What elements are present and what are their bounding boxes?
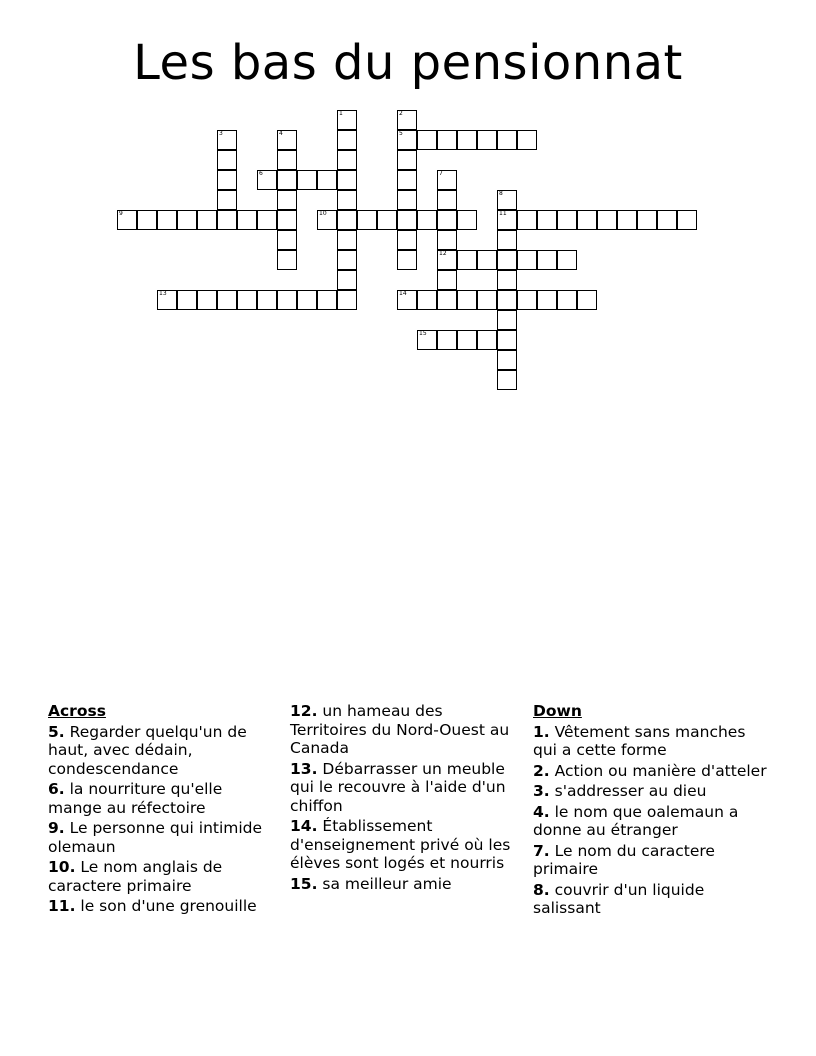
across-clues-column-1: [48, 702, 278, 918]
cell-number: 7: [439, 170, 443, 177]
grid-cell[interactable]: [557, 290, 577, 310]
grid-cell[interactable]: [497, 350, 517, 370]
grid-cell[interactable]: [337, 290, 357, 310]
grid-cell[interactable]: [277, 230, 297, 250]
grid-cell[interactable]: [217, 170, 237, 190]
clue-text: Le nom du caractere primaire: [533, 841, 715, 878]
grid-cell[interactable]: [517, 250, 537, 270]
grid-cell[interactable]: [677, 210, 697, 230]
grid-cell[interactable]: [437, 270, 457, 290]
clue-text: Le personne qui intimide olemaun: [48, 819, 263, 856]
grid-cell[interactable]: [177, 290, 197, 310]
clue-text: le son d'une grenouille: [80, 897, 257, 915]
grid-cell[interactable]: [337, 150, 357, 170]
grid-cell[interactable]: [257, 210, 277, 230]
clue-number: 7.: [533, 841, 550, 860]
clue-text: la nourriture qu'elle mange au réfectoire: [48, 780, 223, 817]
grid-cell[interactable]: [277, 250, 297, 270]
clue-text: Regarder quelqu'un de haut, avec dédain, condescendance: [48, 722, 247, 778]
grid-cell[interactable]: [517, 130, 537, 150]
grid-cell[interactable]: [577, 290, 597, 310]
clue-number: 1.: [533, 722, 550, 741]
grid-cell[interactable]: [337, 270, 357, 290]
cell-number: 13: [159, 290, 167, 297]
grid-cell[interactable]: [257, 290, 277, 310]
clue-number: 14.: [290, 817, 318, 835]
grid-cell[interactable]: [137, 210, 157, 230]
cell-number: 9: [119, 210, 123, 217]
grid-cell[interactable]: [397, 210, 417, 230]
grid-cell[interactable]: [497, 130, 517, 150]
clue-down-4: [533, 803, 773, 840]
clue-number: 3.: [533, 782, 550, 800]
grid-cell[interactable]: [497, 290, 517, 310]
clue-text: Action ou manière d'atteler: [554, 761, 767, 780]
grid-cell[interactable]: [217, 210, 237, 230]
cell-number: 15: [419, 330, 427, 337]
grid-cell[interactable]: [217, 130, 237, 150]
clue-down-3: [533, 782, 773, 801]
grid-cell[interactable]: [497, 190, 517, 210]
clue-down-2: [533, 762, 773, 781]
clue-number: 15.: [290, 874, 318, 893]
grid-cell[interactable]: [277, 130, 297, 150]
cell-number: 4: [279, 130, 283, 137]
grid-cell[interactable]: [617, 210, 637, 230]
down-clues-column: [533, 702, 773, 920]
grid-cell[interactable]: [397, 150, 417, 170]
grid-cell[interactable]: [337, 230, 357, 250]
grid-cell[interactable]: [437, 130, 457, 150]
grid-cell[interactable]: [597, 210, 617, 230]
cell-number: 5: [399, 130, 403, 137]
cell-number: 10: [319, 210, 327, 217]
grid-cell[interactable]: [457, 210, 477, 230]
clue-across-13: [290, 760, 515, 816]
across-clues-column-2: [290, 702, 515, 895]
clue-number: 8.: [533, 880, 550, 899]
clue-across-5: [48, 723, 278, 779]
grid-cell[interactable]: [497, 250, 517, 270]
cell-number: 12: [439, 250, 447, 257]
clue-down-1: [533, 723, 773, 760]
grid-cell[interactable]: [397, 250, 417, 270]
grid-cell[interactable]: [217, 190, 237, 210]
grid-cell[interactable]: [337, 250, 357, 270]
clue-number: 6.: [48, 780, 65, 798]
clue-across-14: [290, 817, 515, 873]
grid-cell[interactable]: [557, 210, 577, 230]
across-heading: Across: [48, 702, 106, 720]
clue-across-6: [48, 780, 278, 817]
grid-cell[interactable]: [317, 210, 337, 230]
clue-down-7: [533, 842, 773, 879]
grid-cell[interactable]: [217, 150, 237, 170]
grid-cell[interactable]: [417, 330, 437, 350]
grid-cell[interactable]: [277, 150, 297, 170]
grid-cell[interactable]: [437, 170, 457, 190]
grid-cell[interactable]: [437, 190, 457, 210]
clue-across-11: [48, 897, 278, 916]
clue-number: 2.: [533, 761, 550, 780]
grid-cell[interactable]: [377, 210, 397, 230]
grid-cell[interactable]: [237, 210, 257, 230]
grid-cell[interactable]: [457, 290, 477, 310]
cell-number: 3: [219, 130, 223, 137]
grid-cell[interactable]: [157, 290, 177, 310]
grid-cell[interactable]: [497, 210, 517, 230]
grid-cell[interactable]: [397, 230, 417, 250]
clue-number: 11.: [48, 897, 76, 915]
clue-number: 4.: [533, 802, 550, 821]
grid-cell[interactable]: [257, 170, 277, 190]
grid-cell[interactable]: [277, 170, 297, 190]
clue-across-10: [48, 858, 278, 895]
clue-text: un hameau des Territoires du Nord-Ouest au Canada: [290, 702, 510, 757]
clue-text: s'addresser au dieu: [554, 782, 707, 800]
grid-cell[interactable]: [397, 190, 417, 210]
clue-text: Débarrasser un meuble qui le recouvre à l'aide d'un chiffon: [290, 759, 506, 815]
clue-number: 5.: [48, 722, 65, 741]
grid-cell[interactable]: [397, 130, 417, 150]
grid-cell[interactable]: [277, 290, 297, 310]
grid-cell[interactable]: [317, 290, 337, 310]
grid-cell[interactable]: [397, 110, 417, 130]
grid-cell[interactable]: [317, 170, 337, 190]
clue-number: 12.: [290, 702, 318, 720]
cell-number: 8: [499, 190, 503, 197]
grid-cell[interactable]: [417, 290, 437, 310]
grid-cell[interactable]: [497, 230, 517, 250]
clue-text: Établissement d'enseignement privé où les élèves sont logés et nourris: [290, 817, 511, 872]
puzzle-title: Les bas du pensionnat: [133, 35, 683, 91]
cell-number: 2: [399, 110, 403, 117]
grid-cell[interactable]: [497, 310, 517, 330]
clue-across-9: [48, 819, 278, 856]
clue-text: le nom que oalemaun a donne au étranger: [533, 802, 739, 839]
grid-cell[interactable]: [497, 330, 517, 350]
grid-cell[interactable]: [477, 130, 497, 150]
cell-number: 6: [259, 170, 263, 177]
grid-cell[interactable]: [537, 290, 557, 310]
grid-cell[interactable]: [657, 210, 677, 230]
grid-cell[interactable]: [497, 370, 517, 390]
grid-cell[interactable]: [477, 250, 497, 270]
grid-cell[interactable]: [337, 170, 357, 190]
grid-cell[interactable]: [217, 290, 237, 310]
grid-cell[interactable]: [337, 210, 357, 230]
grid-cell[interactable]: [437, 250, 457, 270]
clue-text: Vêtement sans manches qui a cette forme: [533, 722, 746, 759]
cell-number: 14: [399, 290, 407, 297]
grid-cell[interactable]: [177, 210, 197, 230]
grid-cell[interactable]: [497, 270, 517, 290]
grid-cell[interactable]: [397, 290, 417, 310]
grid-cell[interactable]: [297, 290, 317, 310]
clue-text: couvrir d'un liquide salissant: [533, 880, 705, 917]
grid-cell[interactable]: [437, 210, 457, 230]
grid-cell[interactable]: [417, 210, 437, 230]
clue-across-15: [290, 875, 515, 894]
grid-cell[interactable]: [297, 170, 317, 190]
grid-cell[interactable]: [457, 250, 477, 270]
grid-cell[interactable]: [197, 210, 217, 230]
grid-cell[interactable]: [337, 110, 357, 130]
clue-number: 13.: [290, 759, 318, 778]
grid-cell[interactable]: [537, 250, 557, 270]
grid-cell[interactable]: [277, 210, 297, 230]
grid-cell[interactable]: [277, 190, 297, 210]
grid-cell[interactable]: [457, 330, 477, 350]
grid-cell[interactable]: [557, 250, 577, 270]
grid-cell[interactable]: [337, 190, 357, 210]
clue-text: Le nom anglais de caractere primaire: [48, 858, 223, 895]
grid-cell[interactable]: [517, 290, 537, 310]
clue-number: 10.: [48, 858, 76, 876]
down-heading: Down: [533, 702, 582, 720]
clue-text: sa meilleur amie: [322, 874, 452, 893]
cell-number: 11: [499, 210, 507, 217]
cell-number: 1: [339, 110, 343, 117]
clue-number: 9.: [48, 819, 65, 837]
grid-cell[interactable]: [397, 170, 417, 190]
grid-cell[interactable]: [437, 230, 457, 250]
clue-across-12: [290, 702, 515, 758]
grid-cell[interactable]: [437, 330, 457, 350]
clue-down-8: [533, 881, 773, 918]
grid-cell[interactable]: [437, 290, 457, 310]
grid-cell[interactable]: [577, 210, 597, 230]
grid-cell[interactable]: [457, 130, 477, 150]
grid-cell[interactable]: [637, 210, 657, 230]
grid-cell[interactable]: [477, 330, 497, 350]
grid-cell[interactable]: [477, 290, 497, 310]
grid-cell[interactable]: [417, 130, 437, 150]
grid-cell[interactable]: [157, 210, 177, 230]
grid-cell[interactable]: [197, 290, 217, 310]
grid-cell[interactable]: [357, 210, 377, 230]
grid-cell[interactable]: [517, 210, 537, 230]
crossword-grid[interactable]: [0, 0, 816, 400]
grid-cell[interactable]: [537, 210, 557, 230]
grid-cell[interactable]: [337, 130, 357, 150]
grid-cell[interactable]: [117, 210, 137, 230]
grid-cell[interactable]: [237, 290, 257, 310]
